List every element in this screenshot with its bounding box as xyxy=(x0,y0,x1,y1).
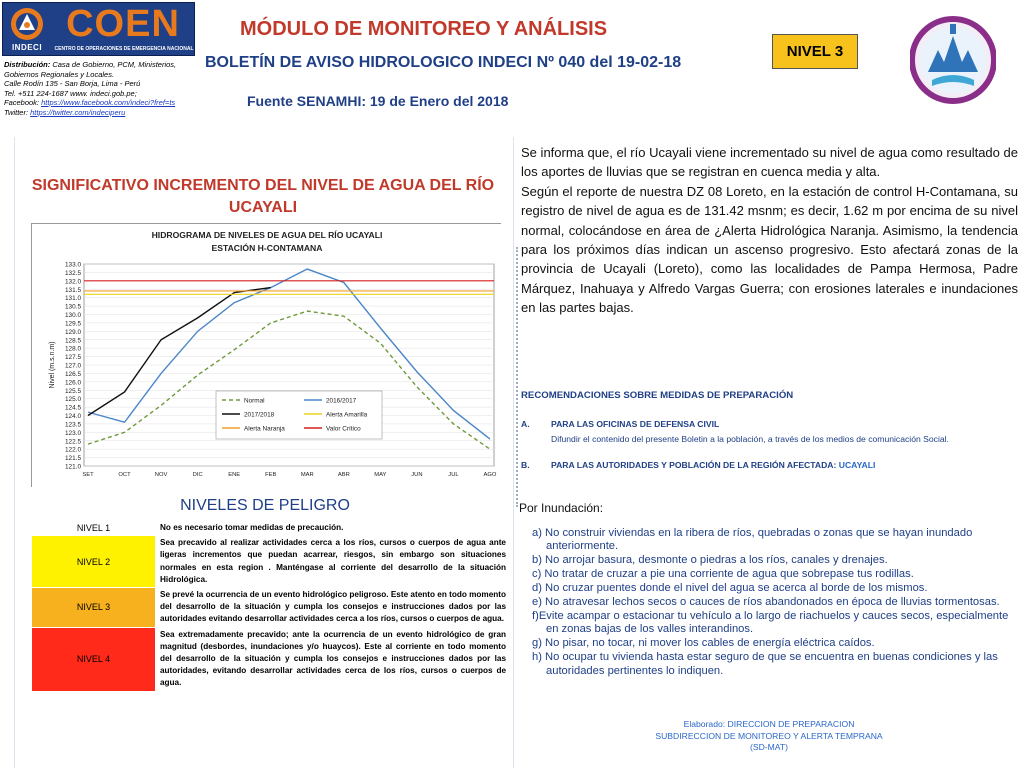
x-tick-label: FEB xyxy=(265,472,277,478)
y-tick-label: 123.5 xyxy=(65,421,81,429)
danger-row xyxy=(32,627,511,691)
flood-measures-list xyxy=(532,527,1016,678)
y-tick-label: 130.5 xyxy=(65,303,81,311)
y-tick-label: 126.5 xyxy=(65,370,81,378)
twitter-link[interactable]: https://twitter.com/indeciperu xyxy=(30,107,126,117)
address-line: Calle Rodín 135 - San Borja, Lima - Perú xyxy=(4,79,141,88)
distribution-text: Casa de Gobierno, PCM, Ministerios, Gobiernos Regionales y Locales. xyxy=(4,60,177,79)
recommendation-b-tag: B. xyxy=(521,460,530,470)
recommendation-a-title: PARA LAS OFICINAS DE DEFENSA CIVIL xyxy=(551,419,720,429)
y-tick-label: 121.0 xyxy=(65,463,81,471)
distribution-line xyxy=(4,60,194,79)
twitter-line xyxy=(4,108,194,118)
legend-label: Valor Crítico xyxy=(326,425,361,433)
x-tick-label: DIC xyxy=(192,472,203,478)
facebook-line xyxy=(4,98,194,108)
recommendations-title: RECOMENDACIONES SOBRE MEDIDAS DE PREPARACIÓN xyxy=(521,390,794,401)
danger-level-cell: NIVEL 1 xyxy=(32,521,156,536)
twitter-label: Twitter: xyxy=(4,107,29,117)
dotted-divider xyxy=(516,247,520,507)
left-column xyxy=(14,137,514,768)
y-tick-label: 131.0 xyxy=(65,295,81,303)
danger-row xyxy=(32,588,511,628)
indeci-emblem-icon xyxy=(7,6,47,42)
report-paragraph-2: Según el reporte de nuestra DZ 08 Loreto, en la estación de control H-Contamana, su registro de nivel de agua es de 131.42 msnm; es decir, 1.62 m por encima de su nivel normal, colocándose en área de ¿Alerta Hidrológica Naranja. Asimismo, la tendencia para los próximos días indican un ascenso progresivo. Esto afectará zonas de la provincia de Ucayali (Loreto), como las localidades de Pampa Hermosa, Padre Márquez, Inahuaya y Alfredo Vargas Guerra; con erosiones laterales e inundaciones en las partes bajas. xyxy=(521,183,1018,316)
x-tick-label: OCT xyxy=(118,472,131,478)
situation-report xyxy=(521,143,1018,318)
right-column xyxy=(513,137,1024,768)
danger-level-cell: NIVEL 3 xyxy=(32,588,156,628)
legend-label: Alerta Naranja xyxy=(244,425,285,433)
y-tick-label: 124.5 xyxy=(65,404,81,412)
y-tick-label: 122.0 xyxy=(65,446,81,454)
x-tick-label: JUN xyxy=(411,472,423,478)
recommendation-a-tag: A. xyxy=(521,419,530,429)
x-tick-label: SET xyxy=(82,472,94,478)
chart-title: HIDROGRAMA DE NIVELES DE AGUA DEL RÍO UCAYALI xyxy=(151,230,383,240)
x-tick-label: ABR xyxy=(337,472,350,478)
danger-row xyxy=(32,521,511,536)
y-tick-label: 127.0 xyxy=(65,362,81,370)
report-paragraph-1: Se informa que, el río Ucayali viene incrementado su nivel de agua como resultado de los aportes de lluvias que se registran en cuenca media y alta. xyxy=(521,145,1018,180)
alert-level-badge: NIVEL 3 xyxy=(772,34,858,69)
x-tick-label: JUL xyxy=(448,472,459,478)
danger-level-cell: NIVEL 2 xyxy=(32,536,156,588)
y-tick-label: 123.0 xyxy=(65,429,81,437)
facebook-link[interactable]: https://www.facebook.com/indeci?fref=ts xyxy=(41,98,176,107)
y-tick-label: 133.0 xyxy=(65,261,81,269)
flood-measure-item: f)Evite acampar o estacionar tu vehículo a lo largo de riachuelos y cauces secos, especialmente en zonas bajas de los valles interandinos. xyxy=(532,609,1009,636)
x-tick-label: MAY xyxy=(374,472,387,478)
flood-title: Por Inundación: xyxy=(519,501,604,515)
flood-measure-item: a) No construir viviendas en la ribera de ríos, quebradas o zonas que se hayan inundado anteriormente. xyxy=(532,527,973,553)
y-tick-label: 130.0 xyxy=(65,312,81,319)
y-tick-label: 122.5 xyxy=(65,438,81,446)
footer-line-3: (SD-MAT) xyxy=(749,742,789,753)
danger-row xyxy=(32,536,511,588)
y-tick-label: 132.0 xyxy=(65,278,81,286)
coen-logo-text: COEN xyxy=(66,3,180,45)
footer-credit xyxy=(574,719,964,754)
coen-logo-subtitle: CENTRO DE OPERACIONES DE EMERGENCIA NACIONAL xyxy=(54,46,194,52)
flood-measure-item: b) No arrojar basura, desmonte o piedras a los ríos, canales y drenajes. xyxy=(532,554,888,567)
x-tick-label: MAR xyxy=(300,472,314,478)
contact-block xyxy=(4,60,194,117)
danger-levels-table xyxy=(31,520,511,692)
y-tick-label: 126.0 xyxy=(65,379,81,387)
danger-description-cell: Sea extremadamente precavido; ante la ocurrencia de un evento hidrológico de gran magnitud (desbordes, inundaciones y/o huaycos). Este al corriente en todo momento del desarrollo de la situación y cumpla los consejos e instrucciones dados por las autoridades, evitando desarrollar actividades cerca de los ríos, cursos o cuerpos de agua. xyxy=(156,627,511,691)
y-tick-label: 125.5 xyxy=(65,387,81,395)
sdmat-logo-icon xyxy=(910,10,996,110)
footer-line-2: SUBDIRECCION DE MONITOREO Y ALERTA TEMPRANA xyxy=(655,730,883,741)
danger-levels-title: NIVELES DE PELIGRO xyxy=(180,497,350,514)
y-tick-label: 132.5 xyxy=(65,269,81,277)
y-tick-label: 127.5 xyxy=(65,354,81,362)
phone-line: Tel. +511 224-1687 www. indeci.gob.pe; xyxy=(4,88,137,98)
flood-measure-item: e) No atravesar lechos secos o cauces de ríos abandonados en época de lluvias tormentosas. xyxy=(532,596,1000,609)
y-axis-label: Nivel (m.s.n.m) xyxy=(49,341,56,389)
flood-measure-item: h) No ocupar tu vivienda hasta estar seguro de que se encuentra en buenas condiciones y las autoridades pertinentes lo indiquen. xyxy=(532,651,998,677)
recommendation-a-body: Difundir el contenido del presente Boletin a la población, a través de los medios de comunicación Social. xyxy=(551,434,949,444)
y-tick-label: 121.5 xyxy=(65,455,81,463)
y-tick-label: 131.5 xyxy=(65,286,81,294)
y-tick-label: 125.0 xyxy=(65,396,81,404)
flood-measure-item: c) No tratar de cruzar a pie una corriente de agua que sobrepase tus rodillas. xyxy=(532,568,914,581)
x-tick-label: ENE xyxy=(228,472,241,478)
flood-measure-item: d) No cruzar puentes donde el nivel del agua se acerca al borde de los mismos. xyxy=(532,582,928,595)
coen-logo xyxy=(2,2,195,56)
distribution-label: Distribución: xyxy=(4,60,51,69)
recommendation-b-region: UCAYALI xyxy=(838,460,876,470)
recommendation-a-heading xyxy=(521,419,1011,429)
facebook-label: Facebook: xyxy=(4,98,40,107)
legend-label: 2016/2017 xyxy=(326,397,357,405)
x-tick-label: AGO xyxy=(483,472,497,478)
danger-level-cell: NIVEL 4 xyxy=(32,627,156,691)
footer-line-1: Elaborado: DIRECCION DE PREPARACION xyxy=(683,719,855,729)
bulletin-title: BOLETÍN DE AVISO HIDROLOGICO INDECI Nº 040 del 19-02-18 xyxy=(205,54,682,71)
recommendation-b-heading xyxy=(521,460,1011,470)
hydrograph-chart xyxy=(31,223,501,487)
hydrograph-svg xyxy=(32,224,502,488)
flood-measure-item: g) No pisar, no tocar, ni mover los cables de energía eléctrica caídos. xyxy=(532,637,875,650)
x-tick-label: NOV xyxy=(154,472,168,478)
module-title: MÓDULO DE MONITOREO Y ANÁLISIS xyxy=(240,18,608,40)
legend-label: 2017/2018 xyxy=(244,411,275,419)
source-line: Fuente SENAMHI: 19 de Enero del 2018 xyxy=(247,93,509,109)
bulletin-header xyxy=(0,0,1024,132)
headline: SIGNIFICATIVO INCREMENTO DEL NIVEL DE AGUA DEL RÍO UCAYALI xyxy=(31,177,495,216)
legend-label: Alerta Amarilla xyxy=(326,411,368,419)
y-tick-label: 129.5 xyxy=(65,320,81,328)
indeci-logo-text: INDECI xyxy=(11,43,43,52)
y-tick-label: 124.0 xyxy=(65,413,81,420)
recommendation-b-title: PARA LAS AUTORIDADES Y POBLACIÓN DE LA REGIÓN AFECTADA: xyxy=(551,460,837,470)
danger-description-cell: Sea precavido al realizar actividades cerca a los ríos, cursos o cuerpos de agua ante ligeras incrementos que puedan acarrear, riesgos, sin embargo son situaciones normales en esta region . Manténgase al corriente del desarrollo de la situación Hidrológica. xyxy=(156,536,511,588)
legend-label: Normal xyxy=(244,397,265,405)
y-tick-label: 128.5 xyxy=(65,337,81,345)
y-tick-label: 128.0 xyxy=(65,345,81,353)
chart-subtitle: ESTACIÓN H-CONTAMANA xyxy=(211,243,323,253)
danger-description-cell: Se prevé la ocurrencia de un evento hidrológico peligroso. Este atento en todo momento del desarrollo de la situación y cumpla los consejos e instrucciones dados por las autoridades evitando desarrollar actividades cerca a los ríos, cursos o cuerpos de agua. xyxy=(156,588,511,628)
danger-description-cell: No es necesario tomar medidas de precaución. xyxy=(156,521,511,536)
y-tick-label: 129.0 xyxy=(65,328,81,336)
